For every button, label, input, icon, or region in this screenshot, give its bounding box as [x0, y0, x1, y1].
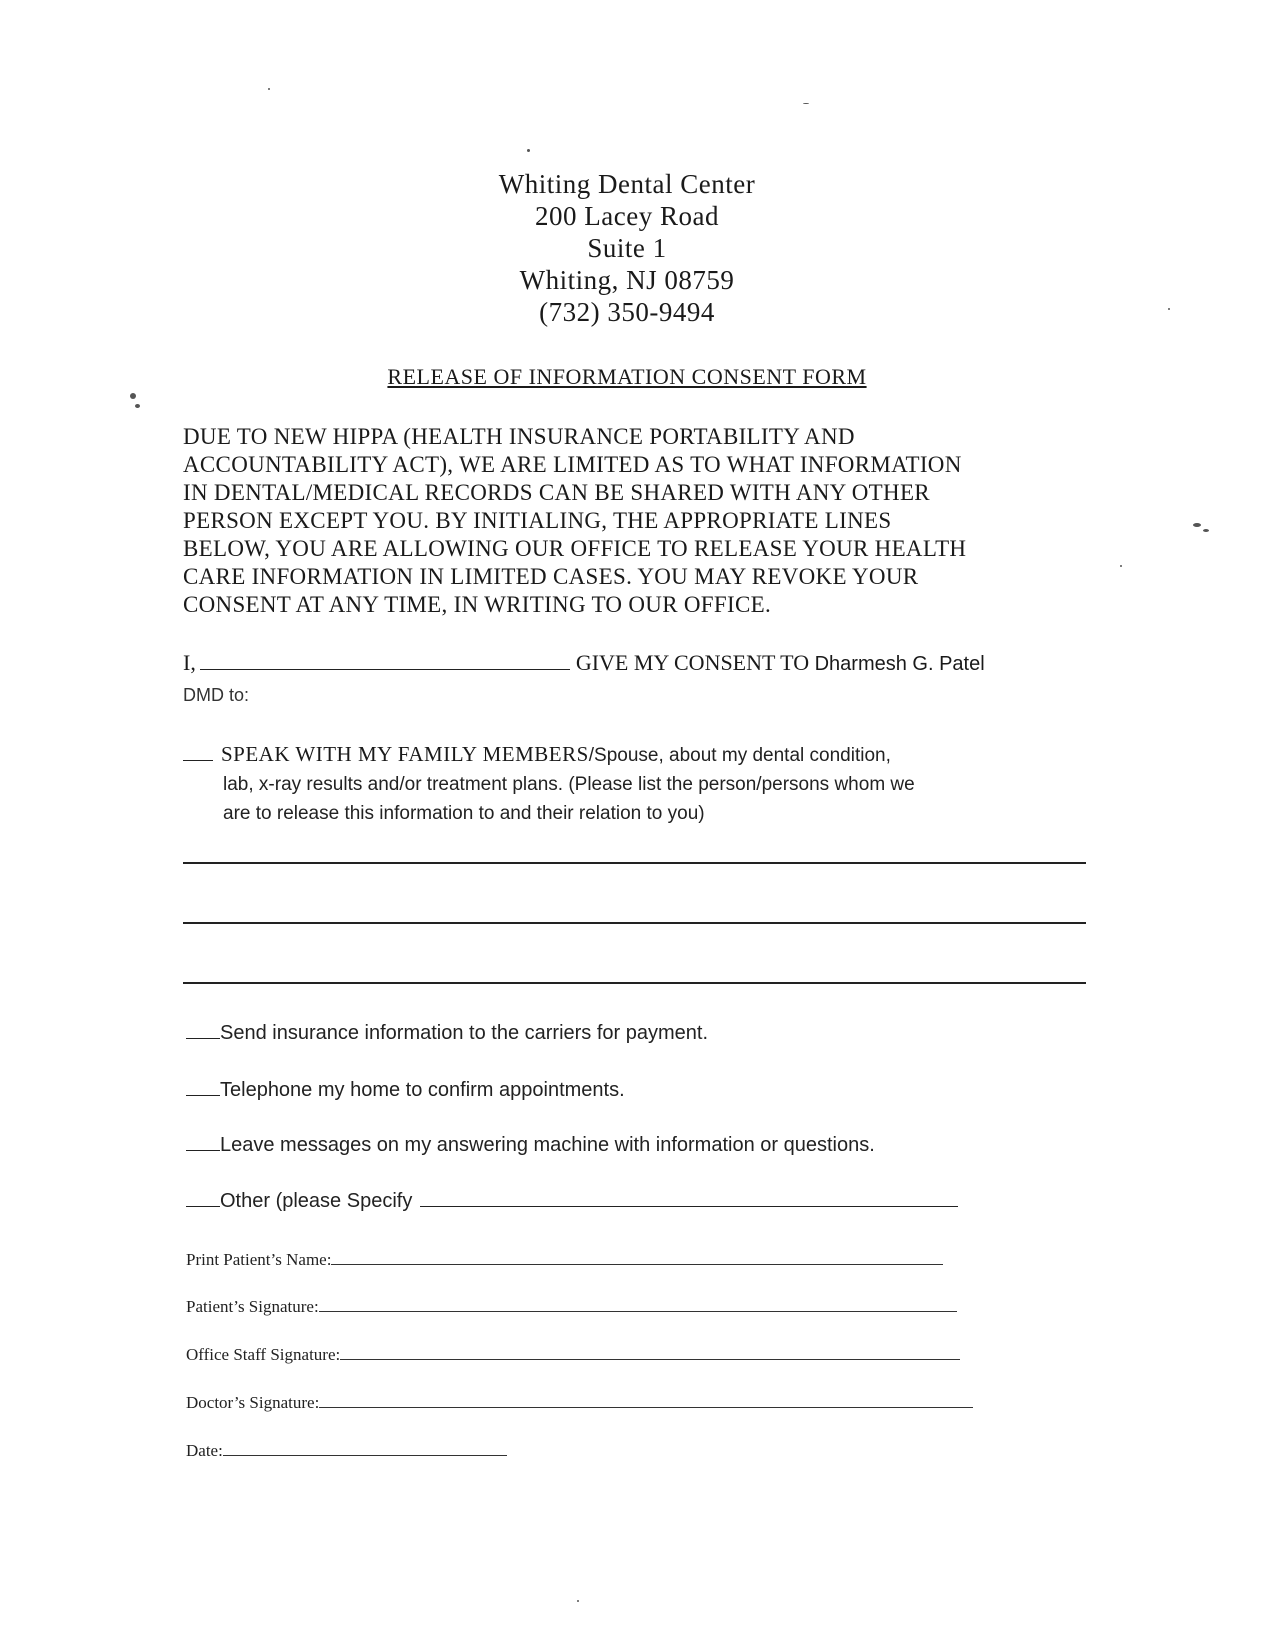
consent-statement [183, 650, 985, 676]
patient-name-blank[interactable] [200, 651, 570, 670]
notice-line: DUE TO NEW HIPPA (HEALTH INSURANCE PORTABILITY AND [183, 424, 855, 449]
consent-line2: DMD to: [183, 685, 250, 705]
form-title [0, 364, 1274, 390]
option-insurance [186, 1022, 708, 1045]
scan-speck [1193, 523, 1201, 527]
notice-line: CONSENT AT ANY TIME, IN WRITING TO OUR OFFICE. [183, 592, 771, 617]
hipaa-notice [183, 423, 1103, 619]
scan-speck [1120, 565, 1122, 567]
notice-line: IN DENTAL/MEDICAL RECORDS CAN BE SHARED WITH ANY OTHER [183, 480, 930, 505]
date-row [186, 1441, 507, 1461]
staff-signature-blank[interactable] [340, 1345, 960, 1360]
option-label: Telephone my home to confirm appointments. [220, 1079, 625, 1101]
option-label: Send insurance information to the carriers for payment. [220, 1022, 709, 1044]
doctor-signature-label: Doctor’s Signature: [186, 1393, 320, 1412]
notice-line: BELOW, YOU ARE ALLOWING OUR OFFICE TO RELEASE YOUR HEALTH [183, 536, 967, 561]
scan-speck [527, 149, 530, 152]
scan-speck [577, 1600, 579, 1602]
messages-initial-blank[interactable] [186, 1136, 220, 1151]
notice-line: CARE INFORMATION IN LIMITED CASES. YOU MAY REVOKE YOUR [183, 564, 919, 589]
scan-speck [803, 103, 809, 104]
scan-speck [130, 393, 136, 399]
doctor-signature-blank[interactable] [319, 1393, 973, 1408]
date-label: Date: [186, 1441, 223, 1460]
print-name-blank[interactable] [331, 1250, 943, 1265]
telephone-initial-blank[interactable] [186, 1081, 220, 1096]
form-title-text: RELEASE OF INFORMATION CONSENT FORM [387, 364, 867, 389]
staff-signature-row [186, 1345, 960, 1365]
consent-prefix: I, [183, 650, 196, 675]
other-initial-blank[interactable] [186, 1192, 220, 1207]
doctor-signature-row [186, 1393, 973, 1413]
practice-phone: (732) 350-9494 [539, 297, 715, 327]
option-telephone [186, 1079, 625, 1102]
practice-name: Whiting Dental Center [498, 169, 756, 199]
notice-line: ACCOUNTABILITY ACT), WE ARE LIMITED AS TO WHAT INFORMATION [183, 452, 962, 477]
patient-signature-row [186, 1297, 957, 1317]
scan-speck [1168, 308, 1170, 310]
scan-speck [135, 404, 140, 408]
consent-middle: GIVE MY CONSENT TO [575, 650, 810, 675]
family-member-line[interactable] [183, 922, 1086, 924]
other-specify-blank[interactable] [420, 1192, 958, 1207]
practice-street: 200 Lacey Road [535, 201, 719, 231]
option-label: Leave messages on my answering machine with information or questions. [220, 1134, 875, 1156]
family-option-text: are to release this information to and their relation to you) [223, 803, 705, 824]
option-label: Other (please Specify [220, 1190, 413, 1212]
option-other [186, 1190, 958, 1213]
practice-city: Whiting, NJ 08759 [519, 265, 735, 295]
practice-suite: Suite 1 [587, 233, 667, 263]
option-messages [186, 1134, 875, 1157]
date-blank[interactable] [223, 1441, 507, 1456]
family-member-line[interactable] [183, 862, 1086, 864]
family-option [183, 740, 1083, 828]
print-name-row [186, 1250, 943, 1270]
family-option-text: lab, x-ray results and/or treatment plans. (Please list the person/persons whom we [223, 774, 915, 795]
practice-header [0, 168, 1274, 328]
scan-speck [1203, 529, 1209, 532]
family-member-line[interactable] [183, 982, 1086, 984]
staff-signature-label: Office Staff Signature: [186, 1345, 341, 1364]
patient-signature-blank[interactable] [319, 1297, 957, 1312]
scan-speck [268, 88, 270, 90]
insurance-initial-blank[interactable] [186, 1024, 220, 1039]
print-name-label: Print Patient’s Name: [186, 1250, 332, 1269]
patient-signature-label: Patient’s Signature: [186, 1297, 319, 1316]
family-option-text: /Spouse, about my dental condition, [588, 745, 891, 766]
family-initial-blank[interactable] [183, 746, 213, 761]
family-option-heading: SPEAK WITH MY FAMILY MEMBERS [221, 742, 589, 766]
notice-line: PERSON EXCEPT YOU. BY INITIALING, THE APPROPRIATE LINES [183, 508, 892, 533]
doctor-name: Dharmesh G. Patel [814, 653, 985, 675]
